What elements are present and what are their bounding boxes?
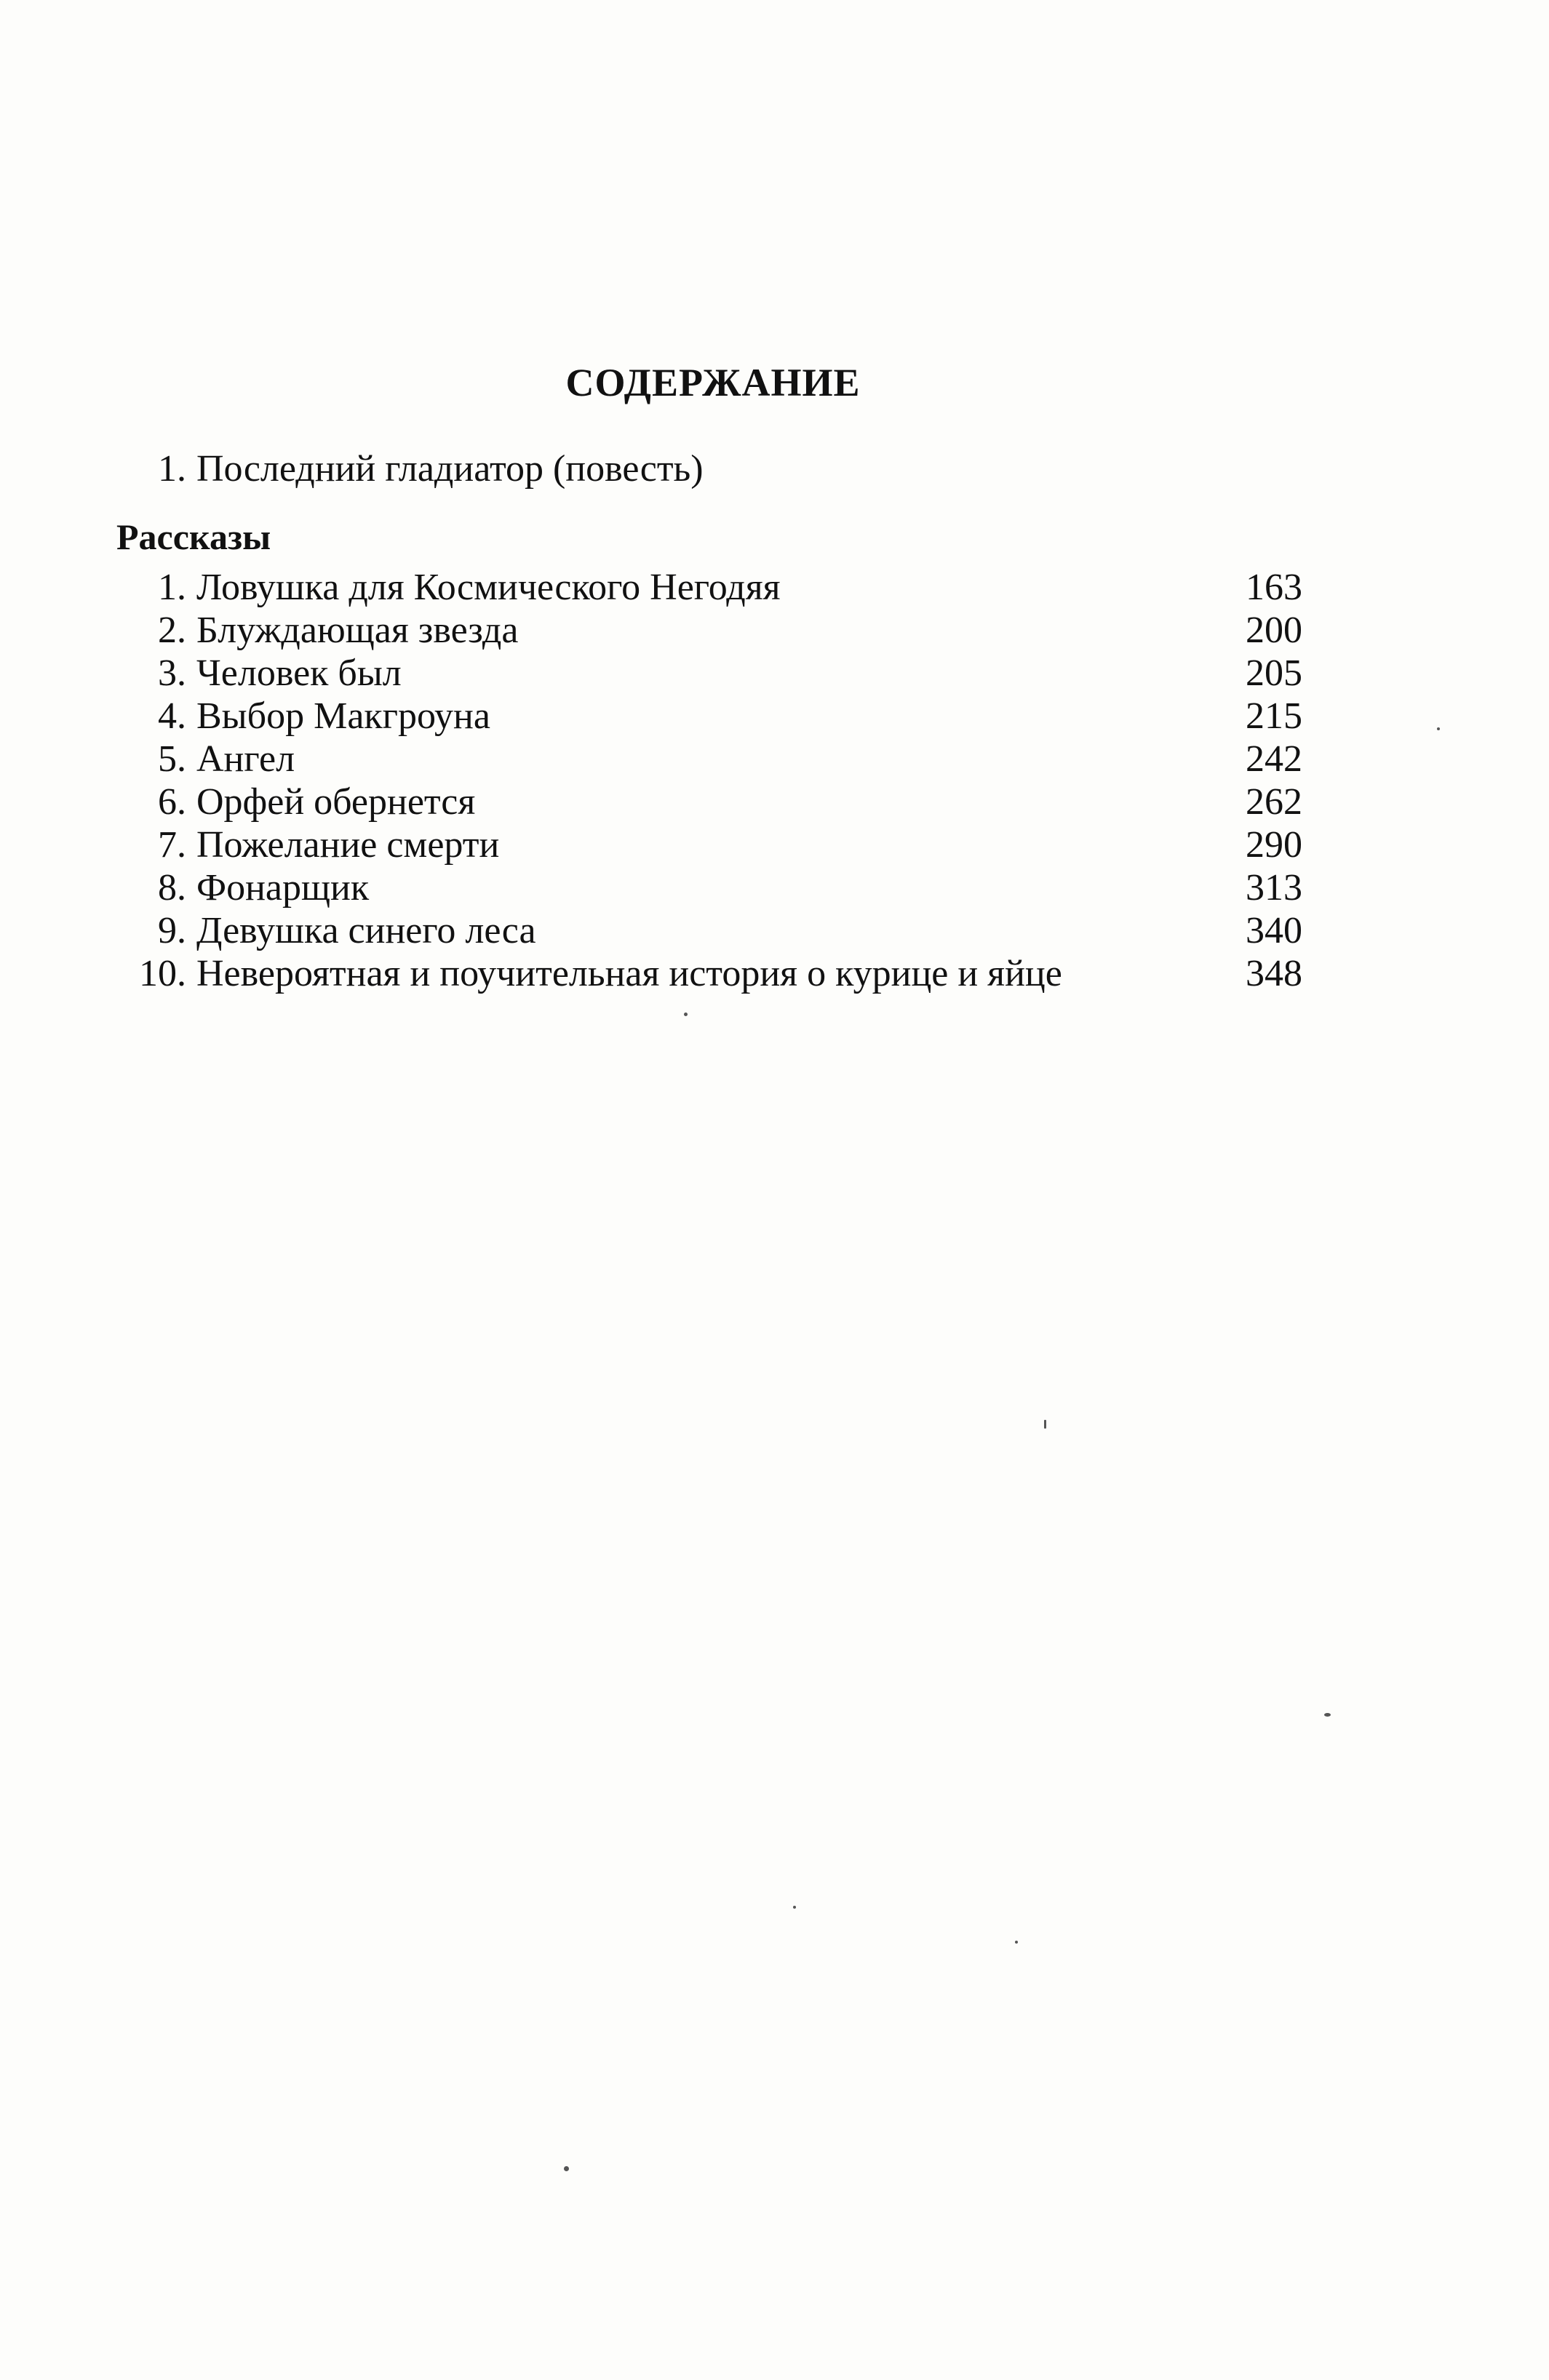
toc-entry-title: Фонарщик [196,867,370,909]
toc-entry-number: 9. [158,910,186,951]
toc-entry-number: 8. [158,867,186,909]
toc-entry-title: Пожелание смерти [196,824,500,866]
toc-entry [116,566,781,610]
toc-entry [116,609,518,652]
scan-speck [793,1906,796,1909]
toc-entry [116,695,490,738]
toc-entry-title: Ловушка для Космического Негодяя [196,567,781,608]
toc-entry-title: Ангел [196,738,295,780]
toc-entry-number: 4. [158,695,186,737]
toc-entry-title: Выбор Макгроуна [196,695,490,737]
toc-entry-number: 7. [158,824,186,866]
toc-entry-page: 242 [1246,738,1302,780]
toc-entry-page: 215 [1246,695,1302,737]
toc-entry-number: 6. [158,781,186,823]
toc-entry-number: 1. [158,448,186,490]
toc-entry-title: Орфей обернется [196,781,476,823]
toc-entry [116,780,475,824]
toc-entry-number: 2. [158,610,186,651]
toc-entry-number: 1. [158,567,186,608]
scan-speck [564,2166,569,2171]
toc-entry [116,866,369,910]
toc-entry-number: 10. [139,953,186,994]
toc-entry-page: 205 [1246,652,1302,694]
page-title: СОДЕРЖАНИЕ [565,361,861,404]
toc-entry-novella [116,447,704,491]
toc-entry-page: 262 [1246,781,1302,823]
toc-entry-title: Девушка синего леса [196,910,536,951]
toc-entry-title: Человек был [196,652,402,694]
toc-entry-title: Невероятная и поучительная история о курице и яйце [196,953,1062,994]
toc-entry-number: 5. [158,738,186,780]
toc-entry [116,952,1062,996]
toc-entry-page: 340 [1246,910,1302,951]
toc-entry [116,652,402,695]
toc-entry-page: 290 [1246,824,1302,866]
toc-entry [116,909,536,953]
scan-speck [1015,1941,1018,1944]
scan-speck [1324,1713,1331,1717]
toc-entry-title: Блуждающая звезда [196,610,519,651]
scan-speck [1437,727,1440,730]
toc-entry-title: Последний гладиатор (повесть) [196,448,704,490]
toc-entry-page: 200 [1246,610,1302,651]
toc-entry [116,738,295,781]
toc-entry-page: 348 [1246,953,1302,994]
toc-entry [116,823,499,867]
toc-entry-page: 313 [1246,867,1302,909]
toc-entry-number: 3. [158,652,186,694]
section-heading: Рассказы [116,516,271,557]
toc-entry-page: 163 [1246,567,1302,608]
scan-speck [684,1013,688,1016]
scan-speck [1044,1420,1046,1429]
